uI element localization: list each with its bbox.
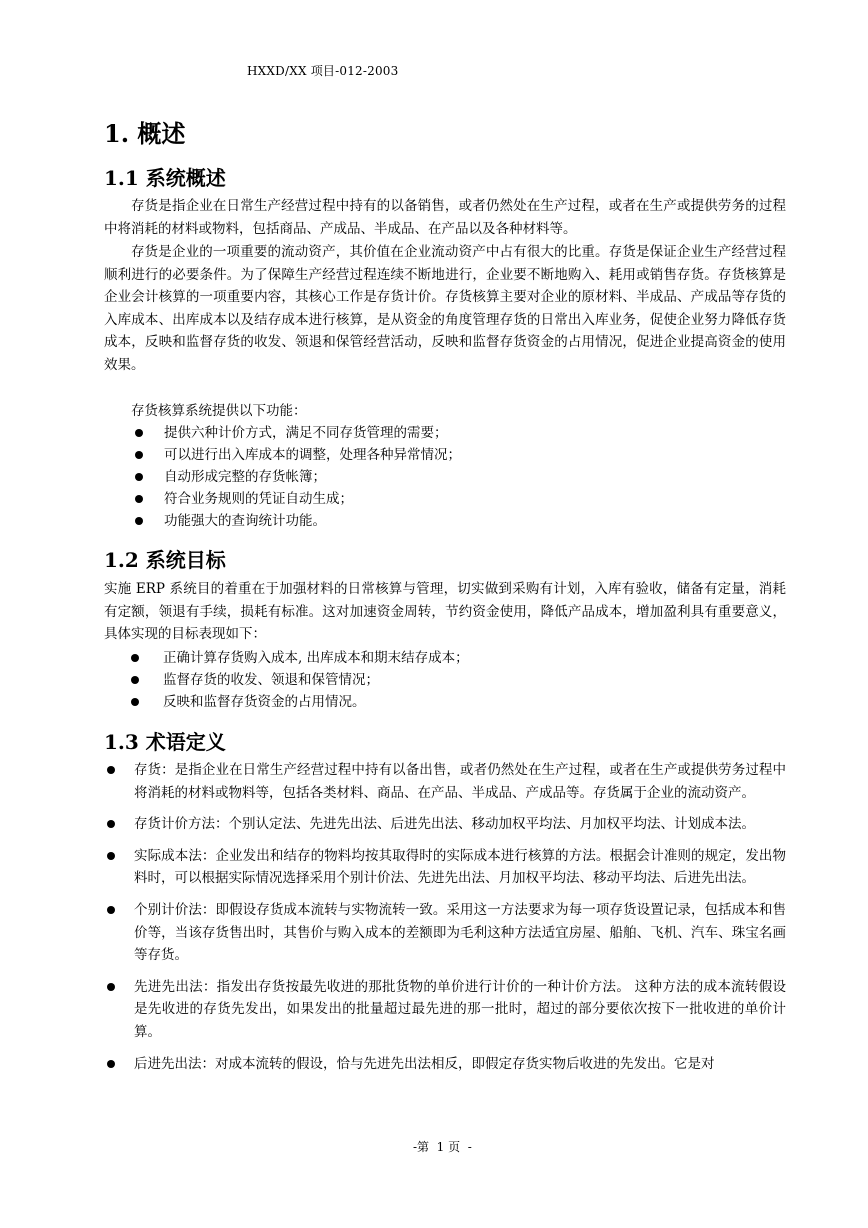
list-item: 功能强大的查询统计功能。 [135,510,461,532]
bullet-icon [131,654,139,662]
terms-list [104,759,786,1084]
heading-system-goals: 1.2 系统目标 [104,548,226,572]
bullet-icon [107,906,115,914]
bullet-icon [131,676,139,684]
bullet-icon [107,983,115,991]
term-item: 存货计价方法：个别认定法、先进先出法、后进先出法、移动加权平均法、月加权平均法、计划成本法。 [104,813,786,836]
page-footer: -第 1 页 - [413,1140,472,1154]
paragraph: 存货是指企业在日常生产经营过程中持有的以备销售，或者仍然处在生产过程，或者在生产或提供劳务的过程中将消耗的材料或物料，包括商品、产成品、半成品、在产品以及各种材料等。 [104,198,786,237]
bullet-icon [135,473,143,481]
bullet-icon [135,495,143,503]
heading-terminology: 1.3 术语定义 [104,730,226,754]
bullet-icon [135,429,143,437]
term-item: 存货：是指企业在日常生产经营过程中持有以备出售，或者仍然处在生产过程，或者在生产或提供劳务过程中将消耗的材料或物料等，包括各类材料、商品、在产品、半成品、产成品等。存货属于企业的流动资产。 [104,759,786,804]
bullet-icon [107,820,115,828]
bullet-icon [131,698,139,706]
term-item: 先进先出法：指发出存货按最先收进的那批货物的单价进行计价的一种计价方法。 这种方法的成本流转假设是先收进的存货先发出，如果发出的批量超过最先进的那一批时，超过的部分要依次按下一批收进的单价计算。 [104,976,786,1044]
list-item: 符合业务规则的凭证自动生成； [135,488,461,510]
list-item: 反映和监督存货资金的占用情况。 [131,691,469,713]
page-header: HXXD/XX 项目-012-2003 [247,64,399,78]
features-list [135,422,461,532]
goals-list [131,647,469,713]
section-title-overview: 1. 概述 [104,119,186,148]
list-item: 正确计算存货购入成本, 出库成本和期末结存成本； [131,647,469,669]
bullet-icon [107,1060,115,1068]
bullet-icon [107,852,115,860]
list-item: 自动形成完整的存货帐簿； [135,466,461,488]
term-item: 后进先出法：对成本流转的假设，恰与先进先出法相反，即假定存货实物后收进的先发出。它是对 [104,1053,786,1076]
bullet-icon [135,517,143,525]
list-item: 可以进行出入库成本的调整，处理各种异常情况； [135,444,461,466]
list-item: 提供六种计价方式，满足不同存货管理的需要； [135,422,461,444]
term-item: 个别计价法：即假设存货成本流转与实物流转一致。采用这一方法要求为每一项存货设置记录，包括成本和售价等，当该存货售出时，其售价与购入成本的差额即为毛利这种方法适宜房屋、船舶、飞机、汽车、珠宝名画等存货。 [104,899,786,967]
paragraph: 存货是企业的一项重要的流动资产，其价值在企业流动资产中占有很大的比重。存货是保证企业生产经营过程顺利进行的必要条件。为了保障生产经营过程连续不断地进行，企业要不断地购入、耗用或销售存货。存货核算是企业会计核算的一项重要内容，其核心工作是存货计价。存货核算主要对企业的原材料、半成品、产成品等存货的入库成本、出库成本以及结存成本进行核算，是从资金的角度管理存货的日常出入库业务，促使企业努力降低存货成本，反映和监督存货的收发、领退和保管经营活动，反映和监督存货资金的占用情况，促进企业提高资金的使用效果。 [104,244,786,373]
features-intro: 存货核算系统提供以下功能： [131,403,307,419]
bullet-icon [135,451,143,459]
term-item: 实际成本法：企业发出和结存的物料均按其取得时的实际成本进行核算的方法。根据会计准则的规定，发出物料时，可以根据实际情况选择采用个别计价法、先进先出法、月加权平均法、移动平均法、后进先出法。 [104,845,786,890]
paragraph: 实施 ERP 系统目的着重在于加强材料的日常核算与管理，切实做到采购有计划，入库有验收，储备有定量，消耗有定额，领退有手续，损耗有标准。这对加速资金周转，节约资金使用，降低产品成本，增加盈利具有重要意义，具体实现的目标表现如下： [104,581,786,643]
bullet-icon [107,766,115,774]
heading-system-overview: 1.1 系统概述 [104,166,226,190]
list-item: 监督存货的收发、领退和保管情况； [131,669,469,691]
